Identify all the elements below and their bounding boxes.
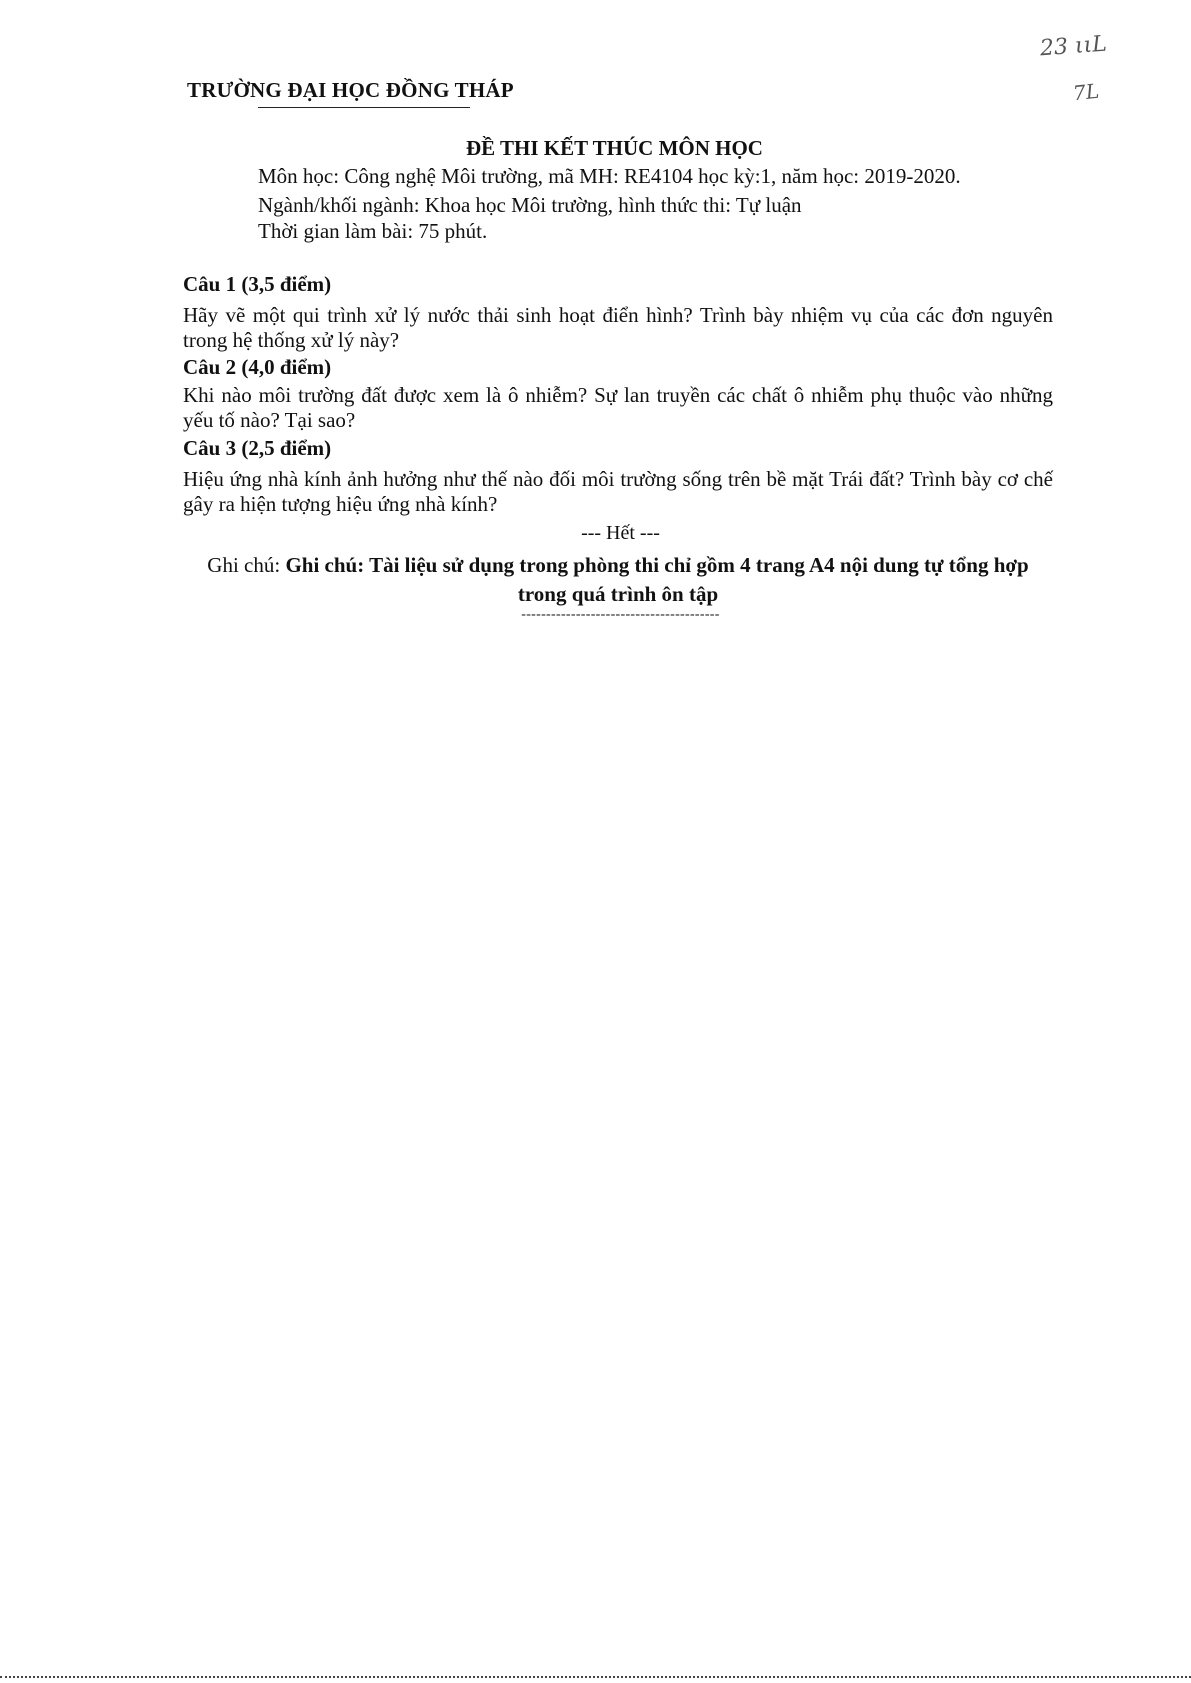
exam-title: ĐỀ THI KẾT THÚC MÔN HỌC bbox=[466, 136, 763, 160]
school-underline bbox=[258, 107, 470, 108]
school-name: TRƯỜNG ĐẠI HỌC ĐỒNG THÁP bbox=[187, 78, 514, 102]
scan-bottom-border bbox=[0, 1676, 1191, 1678]
exam-note bbox=[198, 551, 1038, 609]
dash-separator: ---------------------------------------- bbox=[521, 607, 720, 622]
question-2-text: Khi nào môi trường đất được xem là ô nhiễm? Sự lan truyền các chất ô nhiễm phụ thuộc vào những yếu tố nào? Tại sao? bbox=[183, 383, 1053, 432]
major-info: Ngành/khối ngành: Khoa học Môi trường, hình thức thi: Tự luận bbox=[258, 193, 802, 217]
handwritten-note-top: 23 ιιL bbox=[1039, 31, 1108, 62]
question-2-heading: Câu 2 (4,0 điểm) bbox=[183, 355, 332, 379]
question-1-heading: Câu 1 (3,5 điểm) bbox=[183, 272, 332, 296]
note-text: Ghi chú: Tài liệu sử dụng trong phòng thi chỉ gồm 4 trang A4 nội dung tự tổng hợp trong quá trình ôn tập bbox=[285, 553, 1029, 606]
question-1-text: Hãy vẽ một qui trình xử lý nước thải sinh hoạt điển hình? Trình bày nhiệm vụ của các đơn nguyên trong hệ thống xử lý này? bbox=[183, 303, 1053, 352]
course-info: Môn học: Công nghệ Môi trường, mã MH: RE4104 học kỳ:1, năm học: 2019-2020. bbox=[258, 164, 961, 188]
handwritten-note-bottom: 7L bbox=[1071, 78, 1101, 106]
question-3-text: Hiệu ứng nhà kính ảnh hưởng như thế nào đối môi trường sống trên bề mặt Trái đất? Trình bày cơ chế gây ra hiện tượng hiệu ứng nhà kính? bbox=[183, 467, 1053, 516]
duration-info: Thời gian làm bài: 75 phút. bbox=[258, 219, 488, 243]
note-label: Ghi chú: bbox=[207, 553, 286, 577]
question-3-heading: Câu 3 (2,5 điểm) bbox=[183, 436, 332, 460]
end-mark: --- Hết --- bbox=[581, 522, 660, 544]
